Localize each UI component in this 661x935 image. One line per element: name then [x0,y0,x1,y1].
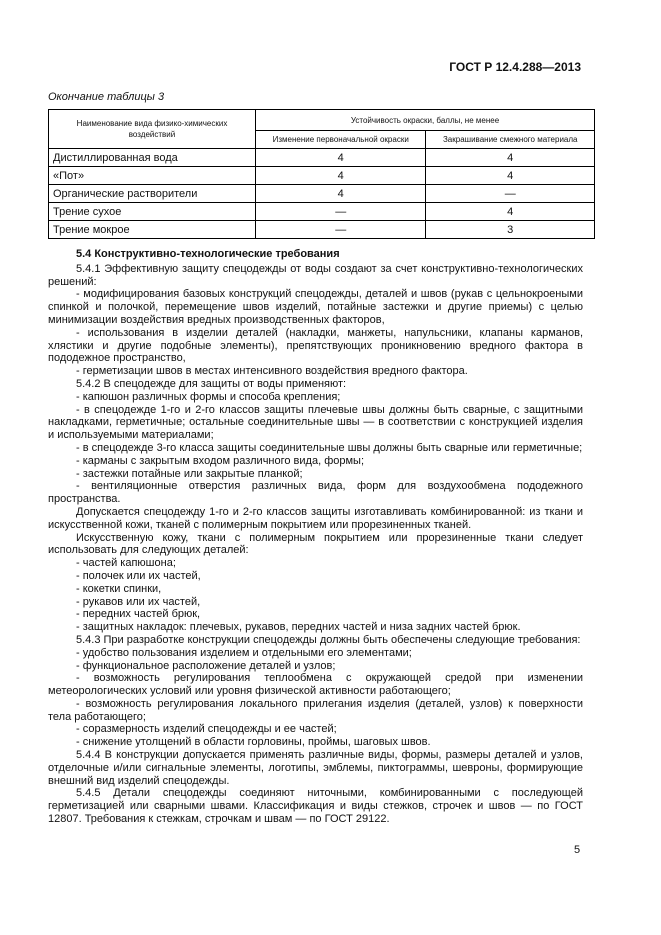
cell-staining: 3 [426,221,595,239]
cell-color-change: 4 [256,185,426,203]
cell-staining: 4 [426,203,595,221]
paragraph: Искусственную кожу, ткани с полимерным покрытием или прорезиненные ткани следует использовать для следующих деталей: [48,531,583,557]
paragraph: 5.4.1 Эффективную защиту спецодежды от воды создают за счет конструктивно-технологических решений: [48,262,583,288]
paragraph: 5.4.2 В спецодежде для защиты от воды применяют: [76,377,347,390]
cell-color-change: — [256,221,426,239]
col-header-fastness-group: Устойчивость окраски, баллы, не менее [256,110,595,131]
col-header-color-change: Изменение первоначальной окраски [256,131,426,149]
cell-color-change: 4 [256,149,426,167]
paragraph: - защитных накладок: плечевых, рукавов, передних частей и низа задних частей брюк. [76,621,521,634]
col-header-staining: Закрашивание смежного материала [426,131,595,149]
fastness-table [48,109,595,239]
paragraph: - в спецодежде 1-го и 2-го классов защиты плечевые швы должны быть сварные, с защитными накладками, герметичные; остальные соединительные швы — в соответствии с конструкцией изделия и используемыми материалами; [48,403,583,442]
document-body [48,248,583,826]
paragraph: 5.4.5 Детали спецодежды соединяют ниточными, комбинированными с последующей герметизацией или сварными швами. Классификация и виды стежков, строчек и швов — по ГОСТ 12807. Требования к стежкам, строчкам и швам — по ГОСТ 29122. [48,787,583,826]
paragraph: - кокетки спинки, [76,582,162,595]
table-row [49,221,595,239]
cell-staining: 4 [426,149,595,167]
paragraph: - передних частей брюк, [76,608,201,621]
cell-staining: — [426,185,595,203]
section-heading: 5.4 Конструктивно-технологические требования [76,248,340,260]
paragraph: 5.4.4 В конструкции допускается применять различные виды, формы, размеры деталей и узлов, отделочные и/или сигнальные элементы, логотипы, эмблемы, пиктограммы, шевроны, формирующие внешний вид изделий спецодежды. [48,749,583,787]
table-caption: Окончание таблицы 3 [48,91,165,103]
paragraph: - снижение утолщений в области горловины, проймы, шаговых швов. [76,736,431,749]
cell-impact-name: Трение мокрое [49,221,256,239]
document-header: ГОСТ Р 12.4.288—2013 [449,60,581,74]
paragraph: - рукавов или их частей, [76,595,201,608]
table-row [49,167,595,185]
cell-color-change: — [256,203,426,221]
paragraph: - капюшон различных формы и способа крепления; [76,390,341,403]
cell-impact-name: Дистиллированная вода [49,149,256,167]
paragraph: - соразмерность изделий спецодежды и ее частей; [76,723,337,736]
paragraph: Допускается спецодежду 1-го и 2-го классов защиты изготавливать комбинированной: из ткани и искусственной кожи, тканей с полимерным покрытием или прорезиненных тканей. [48,505,583,531]
paragraph: - модифицирования базовых конструкций спецодежды, деталей и швов (рукав с цельнокроеными спинкой и полочкой, перемещение швов изделий, потайные застежки и другие приемы) с целью минимизации воздействия вредных производственных факторов, [48,288,583,326]
paragraph: - вентиляционные отверстия различных вида, форм для воздухообмена пододежного пространства. [48,480,583,506]
table-row [49,149,595,167]
table-row [49,203,595,221]
paragraph: - использования в изделии деталей (накладки, манжеты, напульсники, клапаны карманов, хлястики и другие подобные элементы), препятствующих проникновению вредного фактора в пододежное пространство, [48,326,583,365]
col-header-impact-type: Наименование вида физико-химических воздействий [49,110,256,149]
paragraph: - возможность регулирования теплообмена с окружающей средой при изменении метеорологических условий или уровня физической активности работающего; [48,672,583,698]
paragraph: - застежки потайные или закрытые планкой; [76,467,303,480]
paragraph: - герметизации швов в местах интенсивного воздействия вредного фактора. [76,365,468,378]
table-row [49,185,595,203]
paragraph: - удобство пользования изделием и отдельными его элементами; [76,646,412,659]
cell-staining: 4 [426,167,595,185]
paragraph: - возможность регулирования локального прилегания изделия (деталей, узлов) к поверхности тела работающего; [48,697,583,723]
cell-impact-name: Трение сухое [49,203,256,221]
cell-impact-name: Органические растворители [49,185,256,203]
paragraph: - в спецодежде 3-го класса защиты соединительные швы должны быть сварные или герметичные; [76,441,583,454]
paragraph: 5.4.3 При разработке конструкции спецодежды должны быть обеспечены следующие требования: [76,633,581,646]
paragraph: - полочек или их частей, [76,569,201,582]
cell-impact-name: «Пот» [49,167,256,185]
paragraph: - функциональное расположение деталей и узлов; [76,659,336,672]
page-number: 5 [574,844,581,856]
paragraph: - карманы с закрытым входом различного вида, формы; [76,454,365,467]
paragraph: - частей капюшона; [76,557,176,570]
cell-color-change: 4 [256,167,426,185]
